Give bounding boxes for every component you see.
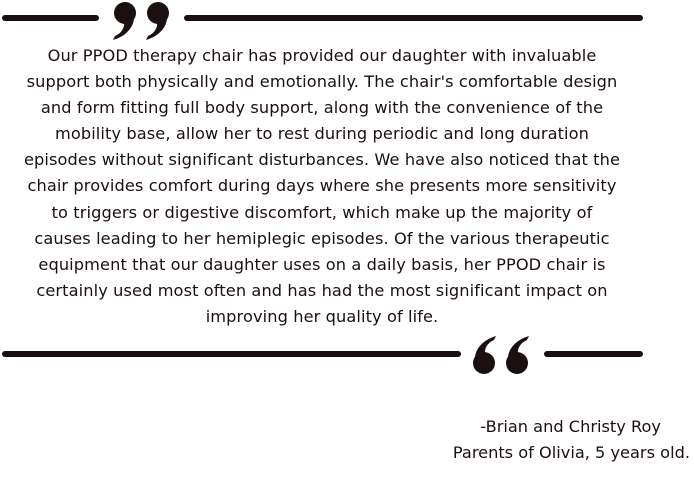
attribution-relation: Parents of Olivia, 5 years old. [452, 443, 690, 462]
bottom-rule-left [2, 351, 461, 357]
quote-close-icon [469, 336, 535, 376]
quote-open-icon [110, 0, 176, 40]
bottom-rule-right [544, 351, 643, 357]
attribution-author: -Brian and Christy Roy [480, 417, 661, 436]
top-rule-left [2, 15, 99, 21]
top-rule-right [184, 15, 643, 21]
testimonial-quote: Our PPOD therapy chair has provided our daughter with invaluable support both physically and emotionally. The chair's comfortable design and form fitting full body support, along with the convenience of the mobility base, allow her to rest during periodic and long duration episodes without significant disturbances. We have also noticed that the chair provides comfort during days where she presents more sensitivity to triggers or digestive discomfort, which make up the majority of causes leading to her hemiplegic episodes. Of the various therapeutic equipment that our daughter uses on a daily basis, her PPOD chair is certainly used most often and has had the most significant impact on improving her quality of life. [23, 46, 621, 326]
attribution [330, 414, 690, 466]
